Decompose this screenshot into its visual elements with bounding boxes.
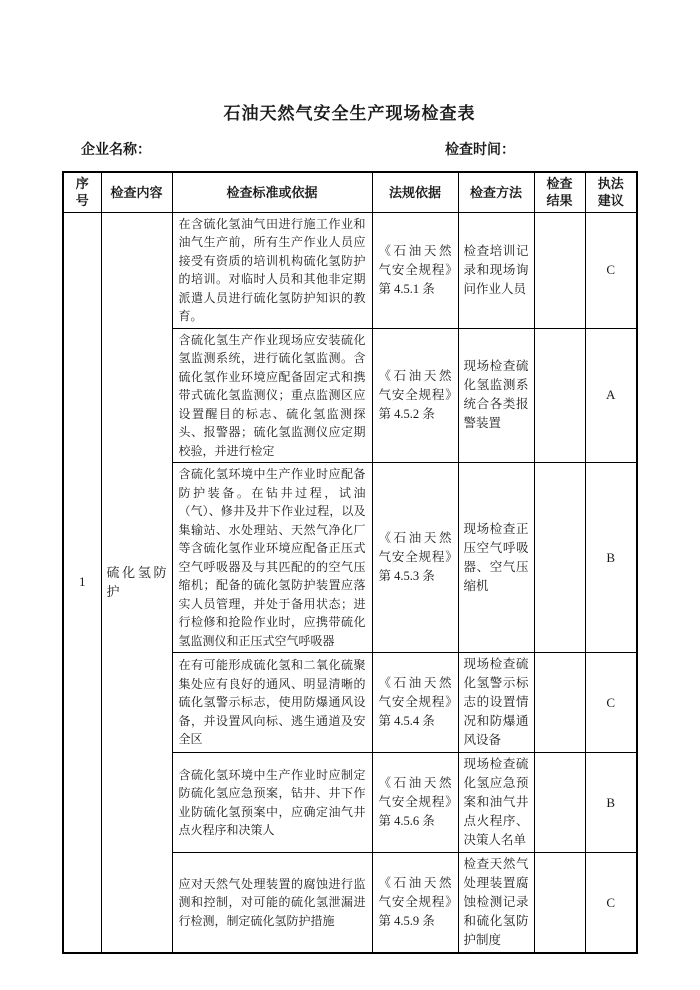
method-cell: 现场检查正压空气呼吸器、空气压缩机 (458, 463, 534, 653)
meta-row (62, 139, 637, 159)
law-cell: 《石油天然气安全规程》第 4.5.1 条 (372, 212, 458, 328)
law-cell: 《石油天然气安全规程》第 4.5.4 条 (372, 653, 458, 753)
result-cell (534, 853, 585, 954)
table-row (63, 212, 637, 328)
method-cell: 检查培训记录和现场询问作业人员 (458, 212, 534, 328)
header-suggestion: 执法建议 (585, 172, 637, 212)
suggestion-cell: C (585, 853, 637, 954)
method-cell: 现场检查硫化氢警示标志的设置情况和防爆通风设备 (458, 653, 534, 753)
header-method: 检查方法 (458, 172, 534, 212)
header-law: 法规依据 (372, 172, 458, 212)
result-cell (534, 212, 585, 328)
standard-cell: 应对天然气处理装置的腐蚀进行监测和控制，对可能的硫化氢泄漏进行检测，制定硫化氢防护措施 (172, 853, 372, 954)
standard-cell: 在含硫化氢油气田进行施工作业和油气生产前，所有生产作业人员应接受有资质的培训机构硫化氢防护的培训。对临时人员和其他非定期派遣人员进行硫化氢防护知识的教育。 (172, 212, 372, 328)
suggestion-cell: C (585, 212, 637, 328)
law-cell: 《石油天然气安全规程》第 4.5.2 条 (372, 328, 458, 463)
result-cell (534, 328, 585, 463)
page-title: 石油天然气安全生产现场检查表 (223, 104, 476, 123)
header-result: 检查结果 (534, 172, 585, 212)
result-cell (534, 653, 585, 753)
header-seq: 序号 (63, 172, 101, 212)
method-cell: 现场检查硫化氢应急预案和油气井点火程序、决策人名单 (458, 753, 534, 853)
method-cell: 检查天然气处理装置腐蚀检测记录和硫化氢防护制度 (458, 853, 534, 954)
header-row (63, 172, 637, 212)
standard-cell: 在有可能形成硫化氢和二氧化硫聚集处应有良好的通风、明显清晰的硫化氢警示标志，使用防爆通风设备，并设置风向标、逃生通道及安全区 (172, 653, 372, 753)
standard-cell: 含硫化氢环境中生产作业时应配备防护装备。在钻井过程，试油（气）、修井及井下作业过程，以及集输站、水处理站、天然气净化厂等含硫化氢作业环境应配备正压式空气呼吸器及与其匹配的的空气压缩机；配备的硫化氢防护装置应落实人员管理，并处于备用状态；进行检修和抢险作业时，应携带硫化氢监测仪和正压式空气呼吸器 (172, 463, 372, 653)
inspection-time-label: 检查时间： (445, 143, 515, 158)
result-cell (534, 463, 585, 653)
standard-cell: 含硫化氢环境中生产作业时应制定防硫化氢应急预案，钻井、井下作业防硫化氢预案中，应确定油气井点火程序和决策人 (172, 753, 372, 853)
company-name-label: 企业名称： (81, 143, 151, 158)
law-cell: 《石油天然气安全规程》第 4.5.6 条 (372, 753, 458, 853)
inspection-table (62, 171, 638, 954)
standard-cell: 含硫化氢生产作业现场应安装硫化氢监测系统，进行硫化氢监测。含硫化氢作业环境应配备固定式和携带式硫化氢监测仪；重点监测区应设置醒目的标志、硫化氢监测探头、报警器；硫化氢监测仪应定期校验，并进行检定 (172, 328, 372, 463)
header-standard: 检查标准或依据 (172, 172, 372, 212)
law-cell: 《石油天然气安全规程》第 4.5.3 条 (372, 463, 458, 653)
law-cell: 《石油天然气安全规程》第 4.5.9 条 (372, 853, 458, 954)
seq-cell: 1 (63, 212, 101, 953)
suggestion-cell: B (585, 753, 637, 853)
suggestion-cell: B (585, 463, 637, 653)
suggestion-cell: A (585, 328, 637, 463)
content-cell: 硫化氢防护 (101, 212, 172, 953)
header-content: 检查内容 (101, 172, 172, 212)
table-header (63, 172, 637, 212)
method-cell: 现场检查硫化氢监测系统合各类报警装置 (458, 328, 534, 463)
suggestion-cell: C (585, 653, 637, 753)
table-body (63, 212, 637, 953)
result-cell (534, 753, 585, 853)
